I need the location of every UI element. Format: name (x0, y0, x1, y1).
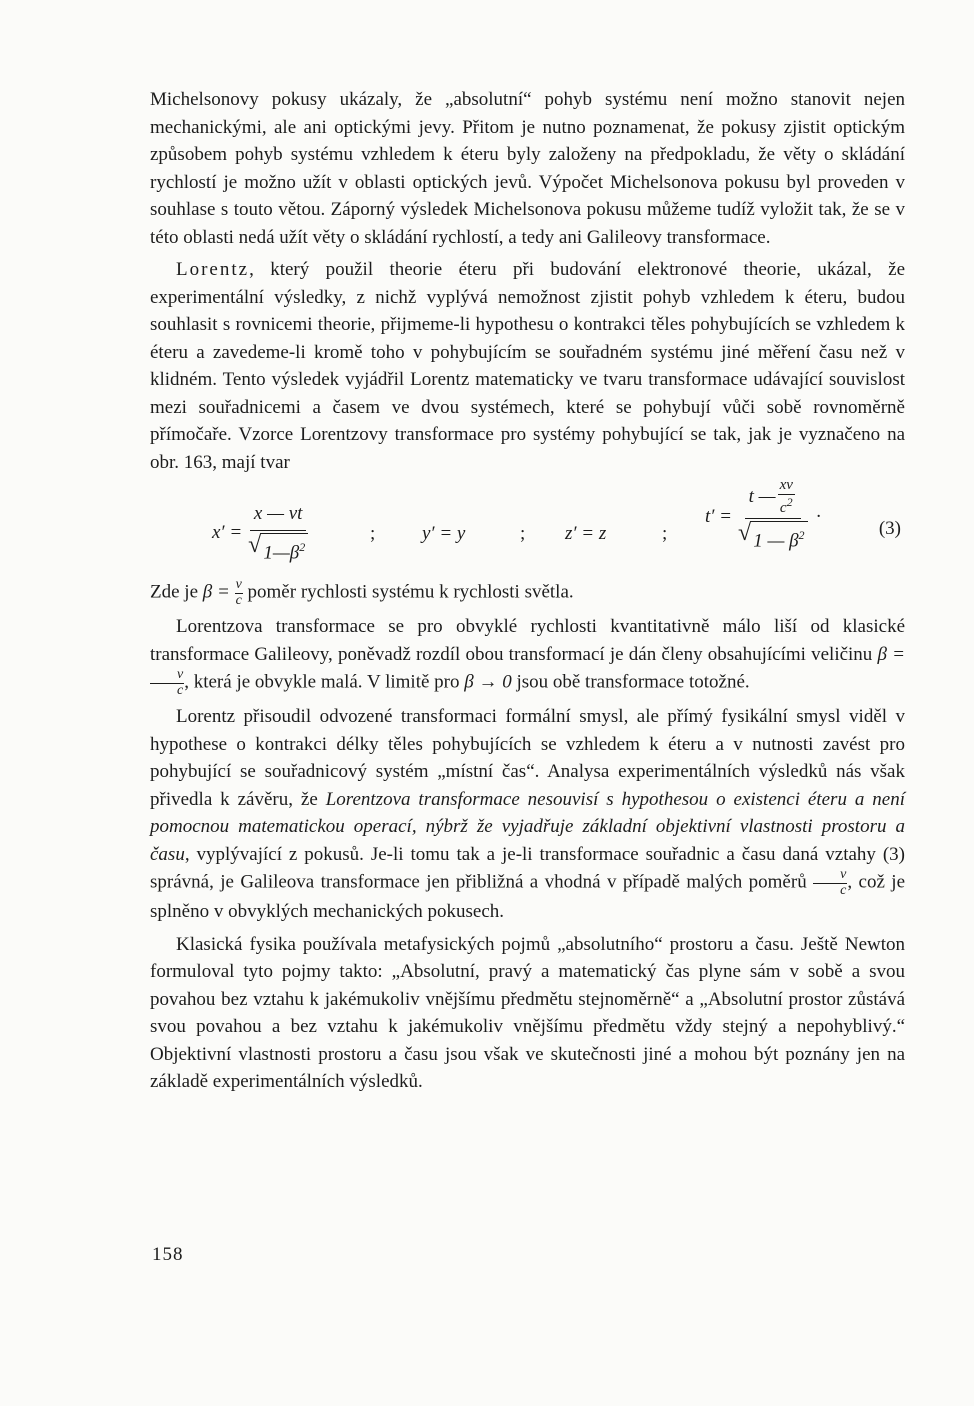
paragraph-2-text: , který použil theorie éteru při budování elektronové theorie, ukázal, že experimentální výsledky, z nichž vyplývá nemožnost zjistit pohyb vzhledem k éteru, budou souhlasit s rovnicemi theorie, přijmeme-li hypothesu o kontrakci těles pohybujících se vzhledem k éteru a zavedeme-li kromě toho v pohybujícím se souřadném systému jiné měření času než v klidném. Tento výsledek vyjádřil Lorentz matematicky ve tvaru transformace udávající souvislost mezi souřadnicemi a časem ve dvou systémech, které se pohybují vůči sobě rovnoměrně přímočaře. Vzorce Lorentzovy transformace pro systémy pohybující se tak, jak je vyznačeno na obr. 163, mají tvar (150, 259, 905, 473)
paragraph-4: Lorentzova transformace se pro obvyklé rychlosti kvantitativně málo liší od klasické transformace Galileovy, poněvadž rozdíl obou transformací je dán členy obsahujícími veličinu β = $\frac{v}{c}$ , která je obvykle malá. V limitě pro β → 0 jsou obě transformace totožné. (150, 616, 905, 698)
page-number: 158 (152, 1244, 184, 1265)
paragraph-2 (150, 256, 905, 476)
paragraph-3: Zde je β = $\frac{v}{c}$ poměr rychlosti systému k rychlosti světla. (150, 577, 574, 608)
t-prime-equation: t′ = t — $\frac{xv}{c^2}$ √ 1 — $\beta^2$ · (705, 478, 822, 555)
paragraph-1: Michelsonovy pokusy ukázaly, že „absolutní“ pohyb systému není možno stanovit nejen mechanickými, ale ani optickými jevy. Přitom je nutno poznamenat, že pokusy zjistit optickým způsobem pohyb systému vzhledem k éteru byly založeny na předpokladu, že věty o skládání rychlostí je možno užít v oblasti optických jevů. Výpočet Michelsonova pokusu byl proveden v souhlase s touto větou. Záporný výsledek Michelsonova pokusu můžeme tudíž vyložit tak, že se v této oblasti nedá užít věty o skládání rychlostí, a tedy ani Galileovy transformace. (150, 89, 905, 248)
y-prime-equation: y′ = y (422, 523, 466, 544)
lorentz-transformation-formula: x′ = x — vt √ $1—\beta^2$ ; y′ = y ; z′ = z ; t′ = t — $\frac{xv}{c^2}$ √ 1 — $\beta^2$ · (3) (150, 478, 905, 578)
lorentz-name: Lorentz (176, 259, 250, 280)
x-prime-equation: x′ = x — vt √ $1—\beta^2$ (212, 500, 308, 566)
paragraph-6: Klasická fysika používala metafysických pojmů „absolutního“ prostoru a času. Ještě Newton formuloval tyto pojmy takto: „Absolutní, pravý a matematický čas plyne sám v sobě a svou povahou bez vztahu k jakémukoliv vnějšímu předmětu stejnoměrně“ a „Absolutní prostor zůstává svou povahou a bez vztahu k jakémukoliv vnějšímu předmětu vždy stejný a nepohyblivý.“ Objektivní vlastnosti prostoru a času jsou však ve skutečnosti jiné a mohou být poznány jen na základě experimentálních výsledků. (150, 933, 905, 1092)
sqrt-sign: √ (248, 531, 262, 558)
equation-number: (3) (878, 518, 901, 539)
sqrt-sign: √ (738, 520, 752, 546)
paragraph-5: Lorentz přisoudil odvozené transformaci formální smysl, ale přímý fysikální smysl viděl v hypothese o kontrakci délky těles pohybujících se vzhledem k éteru a v nutnosti zavést pro pohybující se souřadnicový systém „místní čas“. Analysa experimentálních výsledků nás však přivedla k závěru, že Lorentzova transformace nesouvisí s hypothesou o existenci éteru a není pomocnou matematickou operací, nýbrž že vyjadřuje základní objektivní vlastnosti prostoru a času, vyplývající z pokusů. Je-li tomu tak a je-li transformace souřadnic a času daná vztahy (3) správná, je Galileova transformace jen přibližná a vhodná v případě malých poměrů $\frac{v}{c}$ , což je splněno v obvyklých mechanických pokusech. (150, 706, 906, 922)
z-prime-equation: z′ = z (565, 523, 607, 544)
text-column (150, 86, 905, 1096)
